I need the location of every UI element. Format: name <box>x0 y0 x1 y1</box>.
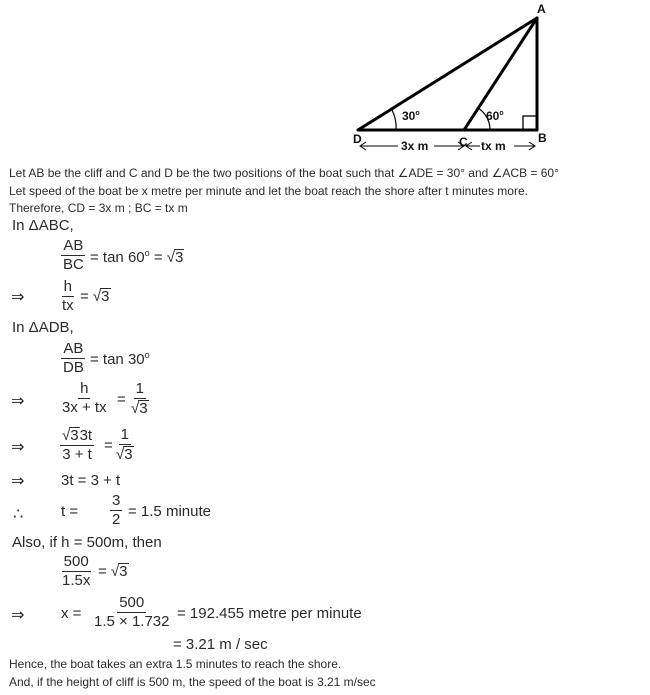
in-triangle-adb: In ΔADB, <box>12 319 74 336</box>
intro-line-1: Let AB be the cliff and C and D be the two positions of the boat such that ∠ADE = 30° and ∠ACB = 60° <box>9 166 559 180</box>
fraction-ab-db: $\frac{AB}{DB}$ <box>63 340 84 376</box>
in-triangle-abc: In ΔABC, <box>12 217 74 234</box>
conclusion-line-1: Hence, the boat takes an extra 1.5 minutes to reach the shore. <box>9 657 342 671</box>
eq2-rhs: = √3 <box>80 288 110 305</box>
fraction-h-tx: $\frac{h}{tx}$ <box>62 278 74 314</box>
angle-c-label: 60$^o$ <box>486 109 504 123</box>
intro-line-3: Therefore, CD = 3x m ; BC = tx m <box>9 201 188 215</box>
distance-cb-label: tx m <box>481 139 506 153</box>
fraction-ab-bc: $\frac{AB}{BC}$ <box>63 237 84 273</box>
implies-arrow-4: ⇒ <box>11 473 25 490</box>
right-angle-mark <box>523 116 537 130</box>
eq8-rhs: = √3 <box>98 563 128 580</box>
intro-line-2: Let speed of the boat be x metre per minute and let the boat reach the shore after t minutes more. <box>9 184 528 198</box>
point-a-label: A <box>537 2 546 16</box>
fraction-3-2: $\frac{3}{2}$ <box>112 492 121 528</box>
point-c-label: C <box>459 135 468 149</box>
eq7-lhs: t = <box>61 503 79 520</box>
also-line: Also, if h = 500m, then <box>12 534 162 551</box>
fraction-500-1-5x1-732: $\frac{500}{1.5 \times 1.732}$ <box>94 594 170 630</box>
implies-arrow-2: ⇒ <box>11 393 25 410</box>
fraction-500-1-5x: $\frac{500}{1.5x}$ <box>62 553 91 589</box>
eq10-result: = 3.21 m / sec <box>173 636 268 653</box>
implies-arrow-3: ⇒ <box>11 439 25 456</box>
conclusion-line-2: And, if the height of cliff is 500 m, the speed of the boat is 3.21 m/sec <box>9 675 376 689</box>
implies-arrow-5: ⇒ <box>11 607 25 624</box>
fraction-h-3x-tx: $\frac{h}{3x + tx}$ <box>62 380 107 416</box>
fraction-sqrt3t-3t: $\frac{√33t}{3 + t}$ <box>62 427 93 463</box>
angle-d-label: 30$^o$ <box>402 109 420 123</box>
point-b-label: B <box>538 131 547 145</box>
eq3-rhs: = tan 30$^o$ <box>90 350 150 368</box>
therefore-symbol: ∴ <box>13 506 24 523</box>
eq6-text: 3t = 3 + t <box>61 472 121 489</box>
fraction-1-sqrt3-a: $\frac{1}{√3}$ <box>131 380 148 417</box>
eq5-equals: = <box>104 437 113 454</box>
point-d-label: D <box>353 132 362 146</box>
fraction-1-sqrt3-b: $\frac{1}{√3}$ <box>116 426 133 463</box>
angle-arc-d <box>392 110 396 130</box>
implies-arrow-1: ⇒ <box>11 289 25 306</box>
eq1-rhs: = tan 60$^o$ = √3 <box>90 248 184 266</box>
eq9-lhs: x = <box>61 605 82 622</box>
eq4-equals: = <box>117 391 126 408</box>
eq9-rhs: = 192.455 metre per minute <box>177 605 362 622</box>
cliff-diagram <box>340 0 580 160</box>
line-da <box>358 18 537 130</box>
eq7-rhs: = 1.5 minute <box>128 503 211 520</box>
distance-dc-label: 3x m <box>401 139 429 153</box>
